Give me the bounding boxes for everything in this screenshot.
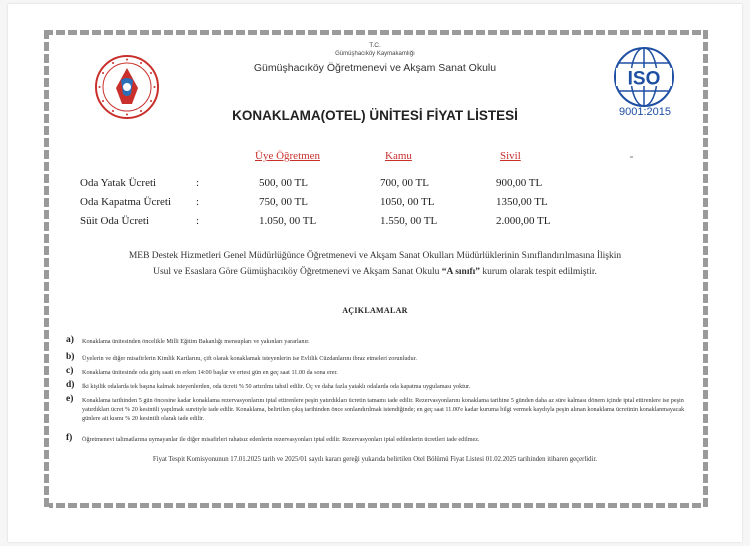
note-letter: e) <box>66 394 74 404</box>
price-cell: 1050, 00 TL <box>380 196 435 208</box>
document-title: KONAKLAMA(OTEL) ÜNİTESİ FİYAT LİSTESİ <box>232 108 518 123</box>
price-cell: 900,00 TL <box>496 177 543 189</box>
note-text: Öğretmenevi talimatlarına uymayanlar ile diğer misafirleri rahatsız edenlerin rezervasyonları iptal edilir. Rezervasyonları iptal edilenlerin ücretleri iade edilmez. <box>82 436 480 443</box>
price-cell: 2.000,00 TL <box>496 215 551 227</box>
iso-standard-number: 9001:2015 <box>619 106 671 118</box>
statement-line-2-post: kurum olarak tespit edilmiştir. <box>480 267 597 277</box>
column-header-uye-ogretmen: Üye Öğretmen <box>255 150 321 162</box>
note-text: İki kişilik odalarda tek başına kalmak isteyenlerden, oda ücreti % 50 artırılmı tahsil edilir. Üç ve daha fazla yataklı odalarda oda kapatma uygulaması yoktur. <box>82 383 471 390</box>
note-letter: c) <box>66 366 74 376</box>
row-label-oda-kapatma: Oda Kapatma Ücreti <box>80 196 172 208</box>
column-header-sivil: Sivil <box>500 150 521 162</box>
row-colon: : <box>196 196 200 208</box>
note-letter: a) <box>66 335 74 345</box>
statement-line-2-pre: Usul ve Esaslara Göre Gümüşhacıköy Öğretmenevi ve Akşam Sanat Okulu <box>153 267 442 277</box>
row-colon: : <box>196 177 200 189</box>
row-label-oda-yatak: Oda Yatak Ücreti <box>80 177 157 189</box>
price-cell: 700, 00 TL <box>380 177 429 189</box>
iso-logo-text: ISO <box>627 68 661 90</box>
note-letter: d) <box>66 380 75 390</box>
note-text: Üyelerin ve diğer misafirlerin Kimlik Kartlarını, çift olarak konaklamak isteyenlerin ise Evlilik Cüzdanlarını ibraz etmeleri zorunludur. <box>82 355 417 362</box>
price-cell: 1.050, 00 TL <box>259 215 317 227</box>
note-letter: f) <box>66 433 73 443</box>
header-tc: T.C. <box>369 42 381 49</box>
frame-border-bottom <box>44 503 708 508</box>
price-cell: 1.550, 00 TL <box>380 215 438 227</box>
column-header-kamu: Kamu <box>385 150 412 162</box>
statement-line-1: MEB Destek Hizmetleri Genel Müdürlüğünce Öğretmenevi ve Akşam Sanat Okulları Müdürlüklerinin Sınıflandırılmasına İlişkin <box>128 251 622 261</box>
price-cell: 500, 00 TL <box>259 177 308 189</box>
scan-mark <box>630 156 633 158</box>
frame-border-top <box>44 30 708 35</box>
row-colon: : <box>196 215 200 227</box>
header-school-name: Gümüşhacıköy Öğretmenevi ve Akşam Sanat Okulu <box>253 62 497 74</box>
iso-logo-icon <box>613 46 675 108</box>
price-cell: 750, 00 TL <box>259 196 308 208</box>
statement-line-2 <box>0 267 750 277</box>
note-text: Konaklama ünitesinden öncelikle Milli Eğitim Bakanlığı mensupları ve yakınları yararlanır. <box>82 338 310 345</box>
notes-heading: AÇIKLAMALAR <box>342 306 408 315</box>
note-text: Konaklama tarihinden 5 gün öncesine kadar konaklama rezervasyonlarını iptal ettirenlere peşin yatırdıkları ücretin tamamı iade edilir. Rezervasyonlarını konaklama tarihine 5 günden daha az süre kalması dönem içinde iptal ettirenlere ise peşin yatırdıkları ücret % 20 kesintili yapılmak suretiyle iade edilir. Konaklama, belirtilen çıkış tarihinden önce sonlandırılmak istendiğinde; en geç saat 11.00'e kadar kuruma bilgi vermek kaydıyla peşin alınan konaklama ücretinin konaklanmayacak günlere ait kısmı % 20 kesintili olarak iade edilir. <box>82 397 685 422</box>
note-letter: b) <box>66 352 75 362</box>
row-label-suit-oda: Süit Oda Ücreti <box>80 215 150 227</box>
statement-class-rating: “A sınıfı” <box>441 267 481 277</box>
price-cell: 1350,00 TL <box>496 196 548 208</box>
footer-validity-note: Fiyat Tespit Komisyonunun 17.01.2025 tarih ve 2025/01 sayılı kararı gereği yukarıda belirtilen Otel Bölümü Fiyat Listesi 01.02.2025 tarihinden itibaren geçerlidir. <box>152 456 598 463</box>
note-text: Konaklama ünitesinde oda giriş saati en erken 14:00 başlar ve ertesi gün en geç saat 11.00 da sona erer. <box>82 369 338 376</box>
header-governorship: Gümüşhacıköy Kaymakamlığı <box>335 51 415 57</box>
